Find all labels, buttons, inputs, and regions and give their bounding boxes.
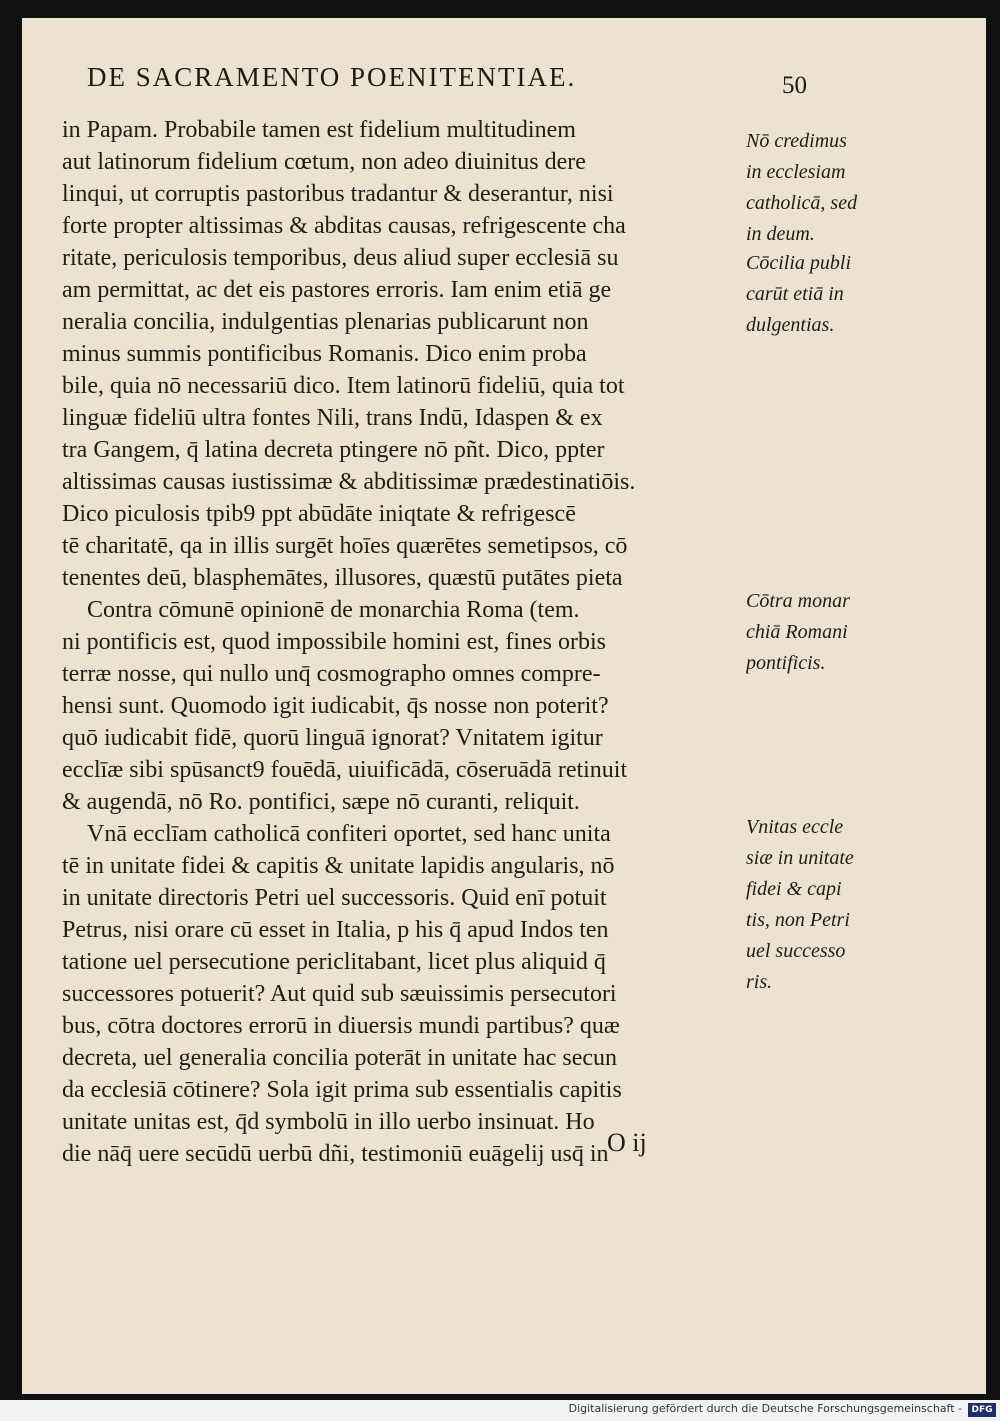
text-line: neralia concilia, indulgentias plenarias publicarunt non — [62, 309, 589, 335]
margin-note-line: Nō credimus — [746, 130, 847, 152]
signature-mark: O ij — [607, 1128, 647, 1157]
text-line: Petrus, nisi orare cū esset in Italia, p his q̄ apud Indos ten — [62, 917, 609, 943]
dfg-logo-icon: DFG — [968, 1403, 996, 1417]
text-line: Dico piculosis tpib9 ppt abūdāte iniqtate & refrigescē — [62, 501, 576, 527]
text-line: in unitate directoris Petri uel successoris. Quid enī potuit — [62, 885, 607, 911]
margin-note-line: catholicā, sed — [746, 192, 858, 214]
margin-note-line: Vnitas eccle — [746, 816, 844, 838]
margin-note-line: Cōcilia publi — [746, 252, 851, 274]
text-line: successores potuerit? Aut quid sub sæuissimis persecutori — [62, 981, 617, 1007]
text-line: Contra cōmunē opinionē de monarchia Roma (tem. — [87, 597, 580, 623]
page-header — [87, 62, 967, 108]
text-line: tatione uel persecutione periclitabant, licet plus aliquid q̄ — [62, 949, 606, 975]
text-line: unitate unitas est, q̄d symbolū in illo uerbo insinuat. Ho — [62, 1109, 595, 1135]
text-line: ni pontificis est, quod impossibile homini est, fines orbis — [62, 629, 606, 655]
margin-note-line: pontificis. — [746, 652, 826, 674]
text-line: Vnā ecclīam catholicā confiteri oportet, sed hanc unita — [87, 821, 611, 847]
text-line: da ecclesiā cōtinere? Sola igit prima sub essentialis capitis — [62, 1077, 622, 1103]
text-line: decreta, uel generalia concilia poterāt in unitate hac secun — [62, 1045, 618, 1071]
margin-note-line: chiā Romani — [746, 621, 848, 643]
footer-credit: Digitalisierung gefördert durch die Deutsche Forschungsgemeinschaft - — [568, 1402, 962, 1415]
margin-note-line: Cōtra monar — [746, 590, 850, 612]
margin-note-line: dulgentias. — [746, 314, 835, 336]
text-line: ritate, periculosis temporibus, deus aliud super ecclesiā su — [62, 245, 619, 271]
margin-note-line: fidei & capi — [746, 878, 842, 900]
margin-note — [746, 126, 958, 250]
margin-note-line: in deum. — [746, 223, 815, 245]
text-line: ecclīæ sibi spūsanct9 fouēdā, uiuificādā, cōseruādā retinuit — [62, 757, 628, 783]
margin-note — [746, 812, 958, 998]
text-line: quō iudicabit fidē, quorū linguā ignorat? Vnitatem igitur — [62, 725, 603, 751]
text-line: tē in unitate fidei & capitis & unitate lapidis angularis, nō — [62, 853, 615, 879]
text-line: aut latinorum fidelium cœtum, non adeo diuinitus dere — [62, 149, 586, 175]
text-line: linguæ fideliū ultra fontes Nili, trans Indū, Idaspen & ex — [62, 405, 603, 431]
text-line: in Papam. Probabile tamen est fidelium multitudinem — [62, 117, 576, 143]
text-line: die nāq̄ uere secūdū uerbū dñi, testimoniū euāgelij usq̄ in — [62, 1141, 609, 1167]
footer-bar — [0, 1400, 1000, 1421]
text-line: tē charitatē, qa in illis surgēt hoīes quærētes semetipsos, cō — [62, 533, 628, 559]
text-line: tenentes deū, blasphemātes, illusores, quæstū putātes pieta — [62, 565, 623, 591]
text-line: minus summis pontificibus Romanis. Dico enim proba — [62, 341, 587, 367]
scanned-page — [22, 18, 986, 1394]
margin-note-line: carūt etiā in — [746, 283, 844, 305]
text-line: terræ nosse, qui nullo unq̄ cosmographo omnes compre- — [62, 661, 601, 687]
text-line: altissimas causas iustissimæ & abditissimæ prædestinatiōis. — [62, 469, 636, 495]
text-line: hensi sunt. Quomodo igit iudicabit, q̄s nosse non poterit? — [62, 693, 609, 719]
margin-note-line: ris. — [746, 971, 773, 993]
text-line: tra Gangem, q̄ latina decreta ptingere nō pñt. Dico, ppter — [62, 437, 605, 463]
margin-note — [746, 248, 958, 341]
margin-note — [746, 586, 958, 679]
margin-note-line: uel successo — [746, 940, 846, 962]
text-line: am permittat, ac det eis pastores erroris. Iam enim etiā ge — [62, 277, 612, 303]
main-text-block — [62, 114, 762, 1170]
text-line: linqui, ut corruptis pastoribus tradantur & deserantur, nisi — [62, 181, 614, 207]
text-line: & augendā, nō Ro. pontifici, sæpe nō curanti, reliquit. — [62, 789, 580, 815]
margin-note-line: tis, non Petri — [746, 909, 850, 931]
text-line: forte propter altissimas & abditas causas, refrigescente cha — [62, 213, 626, 239]
running-title: DE SACRAMENTO POENITENTIAE. — [87, 62, 577, 92]
margin-note-line: siæ in unitate — [746, 847, 854, 869]
folio-number: 50 — [782, 72, 807, 99]
text-line: bus, cōtra doctores errorū in diuersis mundi partibus? quæ — [62, 1013, 620, 1039]
text-line: bile, quia nō necessariū dico. Item latinorū fideliū, quia tot — [62, 373, 625, 399]
margin-note-line: in ecclesiam — [746, 161, 846, 183]
